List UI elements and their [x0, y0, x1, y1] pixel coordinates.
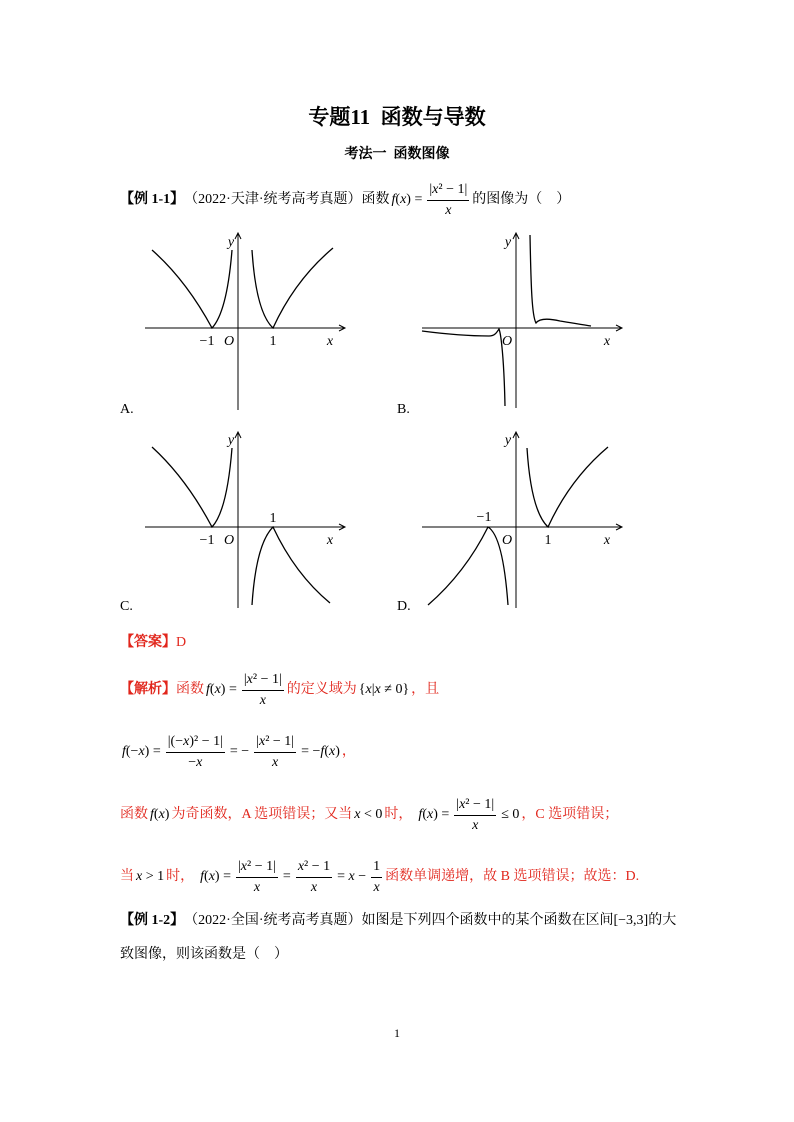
domain-set: {x|x ≠ 0}	[358, 682, 410, 697]
tick-label-one: 1	[269, 511, 277, 526]
graph-option-b	[415, 228, 630, 414]
fraction-denominator: x	[373, 879, 380, 895]
math-expression: f(x) =	[206, 682, 237, 697]
x-axis-label: x	[603, 334, 611, 349]
fraction-numerator: |x² − 1|	[242, 671, 284, 691]
option-label: B.	[397, 402, 410, 417]
analysis-text: 为奇函数，A 选项错误；又当	[171, 807, 353, 822]
example-text: 致图像，则该函数是（ ）	[120, 947, 288, 962]
answer-tag: 【答案】	[120, 635, 176, 650]
graph-option-c	[140, 428, 352, 612]
math-expression: x > 1	[136, 869, 165, 884]
math-expression: = −	[229, 744, 250, 759]
fraction-numerator: |(−x)² − 1|	[166, 733, 225, 753]
analysis-text: ，C 选项错误；	[521, 807, 619, 822]
fraction-denominator: x	[310, 879, 318, 895]
fraction	[236, 858, 278, 897]
fraction-numerator: x² − 1	[296, 858, 332, 878]
example-text: （2022·全国·统考高考真题）如图是下列四个函数中的某个函数在区间[−3,3]的大	[184, 913, 677, 928]
fraction	[427, 181, 469, 220]
curve-right-branch	[252, 527, 330, 605]
math-expression: f(x) =	[418, 807, 450, 822]
fraction	[166, 733, 225, 772]
tick-label-neg-one: −1	[476, 510, 492, 525]
option-label: A.	[120, 402, 134, 417]
math-expression: =	[282, 869, 291, 884]
answer-value: D	[176, 635, 187, 650]
curve-left-branch	[152, 250, 232, 328]
y-axis-label: y	[227, 235, 235, 250]
fraction	[296, 858, 332, 897]
tick-label-one: 1	[544, 533, 552, 548]
page-number: 1	[394, 1026, 400, 1040]
fraction-denominator: x	[445, 202, 452, 218]
math-expression: = −f(x)	[301, 744, 340, 759]
analysis-text: 时，	[166, 869, 195, 884]
section-subtitle: 考法一 函数图像	[344, 147, 450, 162]
fraction-numerator: |x² − 1|	[454, 796, 496, 816]
curve-right-branch	[527, 447, 608, 527]
curve-right-branch	[252, 248, 333, 328]
function-lhs: f(x) =	[391, 192, 423, 207]
analysis-text: ，且	[411, 682, 440, 697]
fraction	[371, 858, 382, 897]
origin-label: O	[501, 533, 513, 548]
origin-label: O	[223, 334, 235, 349]
tick-label-one: 1	[269, 334, 277, 349]
analysis-tag: 【解析】	[120, 682, 176, 697]
curve-right-branch	[530, 235, 591, 326]
analysis-text: 函数单调递增，故 B 选项错误；故选：D.	[385, 869, 640, 884]
fraction-numerator: |x² − 1|	[236, 858, 278, 878]
analysis-text: 的定义域为	[286, 682, 357, 697]
fraction-denominator: x	[259, 692, 266, 708]
math-expression: f(−x) =	[122, 744, 161, 759]
analysis-text: 当	[120, 869, 134, 884]
fraction	[254, 733, 296, 772]
example-tag: 【例 1-2】	[120, 913, 185, 928]
math-expression: f(x)	[150, 807, 170, 822]
math-expression: x < 0	[354, 807, 383, 822]
question-tail: 的图像为（ ）	[472, 192, 571, 207]
math-expression: f(x) =	[200, 869, 231, 884]
analysis-text: 函数	[176, 682, 204, 697]
math-expression: ≤ 0	[501, 807, 520, 822]
example-source: （2022·天津·统考高考真题）函数	[184, 192, 390, 207]
example-tag: 【例 1-1】	[120, 192, 185, 207]
option-label: C.	[120, 599, 133, 614]
fraction-numerator: 1	[371, 858, 382, 878]
fraction	[454, 796, 496, 835]
analysis-text: 时，	[384, 807, 413, 822]
x-axis-label: x	[603, 533, 611, 548]
graph-option-a	[140, 228, 352, 414]
origin-label: O	[223, 533, 235, 548]
analysis-text: 函数	[120, 807, 148, 822]
analysis-text: ，	[341, 744, 356, 759]
y-axis-label: y	[227, 433, 235, 448]
fraction-denominator: x	[253, 879, 261, 895]
x-axis-label: x	[326, 533, 334, 548]
tick-label-neg-one: −1	[199, 533, 215, 548]
curve-left-branch	[428, 527, 508, 605]
origin-label: O	[501, 334, 513, 349]
y-axis-label: y	[504, 235, 512, 250]
fraction-denominator: −x	[188, 754, 203, 770]
y-axis-label: y	[504, 433, 512, 448]
x-axis-label: x	[326, 334, 334, 349]
fraction-denominator: x	[272, 754, 279, 770]
fraction-denominator: x	[472, 817, 479, 833]
curve-left-branch	[152, 447, 232, 527]
fraction-numerator: |x² − 1|	[427, 181, 469, 201]
fraction-numerator: |x² − 1|	[254, 733, 296, 753]
option-label: D.	[397, 599, 411, 614]
curve-left-branch	[422, 329, 505, 406]
tick-label-neg-one: −1	[199, 334, 215, 349]
math-expression: = x −	[337, 869, 367, 884]
fraction	[242, 671, 284, 710]
page-title: 专题11 函数与导数	[308, 105, 486, 129]
graph-option-d	[415, 428, 630, 612]
